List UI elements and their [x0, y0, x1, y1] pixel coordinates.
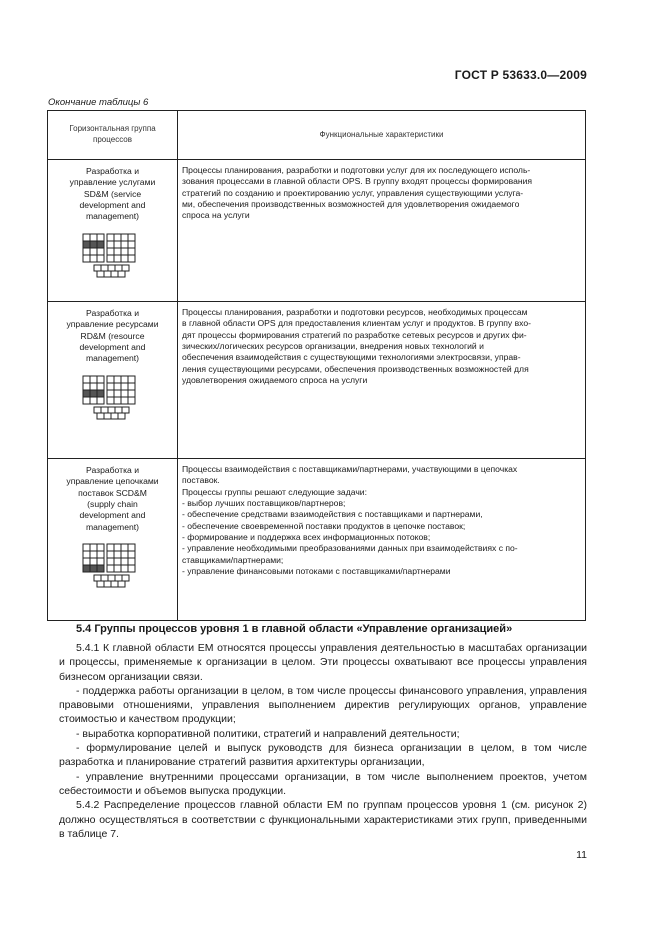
- paragraph: - управление внутренними процессами организации, в том числе выполнением проектов, учетом себестоимости и объемов выпуска продукции.: [59, 770, 587, 797]
- description-line: Процессы взаимодействия с поставщиками/партнерами, участвующими в цепочках: [182, 464, 518, 474]
- description-line: ми, обеспечения производственных возможностей для удовлетворения ожидаемого: [182, 199, 520, 210]
- paragraph: - выработка корпоративной политики, стратегий и направлений деятельности;: [76, 727, 460, 740]
- group-line: управление ресурсами: [66, 319, 159, 330]
- group-name: [52, 166, 173, 223]
- description-cell: [178, 459, 586, 621]
- section-body: [59, 641, 587, 841]
- description-line: - формирование и поддержка всех информационных потоков;: [182, 532, 431, 543]
- description-line: - обеспечение средствами взаимодействия с поставщиками и партнерами,: [182, 509, 483, 520]
- table-caption: Окончание таблицы 6: [48, 97, 149, 108]
- table-row: [48, 302, 586, 459]
- functional-table: [47, 110, 586, 621]
- group-line: Разработка и: [86, 465, 139, 475]
- description-line: дят процессы формирования стратегий по разработке сетевых ресурсов и других фи-: [182, 329, 527, 340]
- group-name: [52, 465, 173, 533]
- standard-header: ГОСТ Р 53633.0—2009: [454, 68, 587, 82]
- process-grid-diagram: [82, 543, 144, 589]
- description-line: ления существующими ресурсами, обеспечения производственных возможностей для: [182, 363, 529, 374]
- group-name: [52, 308, 173, 365]
- description-line: - управление необходимыми преобразованиями данных при взаимодействиях с по-: [182, 543, 518, 554]
- description-line: обеспечения взаимодействия с существующими технологиями электросвязи, управ-: [182, 352, 521, 363]
- group-line: управление цепочками: [66, 476, 159, 487]
- group-line: development and: [79, 510, 146, 521]
- description-cell: [178, 160, 586, 302]
- group-line: (supply chain: [87, 499, 138, 510]
- header-group-line-2: процессов: [93, 135, 132, 144]
- table-row: [48, 459, 586, 621]
- description-line: поставок.: [182, 475, 220, 486]
- group-line: development and: [79, 342, 146, 353]
- description-line: - управление финансовыми потоками с поставщиками/партнерами: [182, 566, 451, 577]
- description-cell: [178, 302, 586, 459]
- description-line: - обеспечение своевременной поставки продуктов в цепочке поставок;: [182, 520, 466, 531]
- group-line: RD&M (resource: [80, 330, 145, 341]
- group-line: Разработка и: [86, 166, 139, 176]
- description-line: удовлетворения ожидаемого спроса на услуги: [182, 375, 368, 386]
- process-grid-diagram: [82, 233, 144, 279]
- description-line: в главной области OPS для предоставления клиентам услуг и продуктов. В группу вхо-: [182, 318, 532, 329]
- header-characteristics-cell: Функциональные характеристики: [178, 111, 586, 160]
- group-cell-rdm: [48, 302, 178, 459]
- description-line: ставщиками/партнерами;: [182, 554, 284, 565]
- table-header-row: [48, 111, 586, 160]
- description-line: - выбор лучших поставщиков/партнеров;: [182, 498, 346, 509]
- description-line: Процессы группы решают следующие задачи:: [182, 486, 367, 497]
- page-number: 11: [576, 849, 587, 861]
- header-group-line-1: Горизонтальная группа: [69, 124, 156, 134]
- group-line: поставок SCD&M: [78, 487, 147, 498]
- description-line: Процессы планирования, разработки и подготовки услуг для их последующего исполь-: [182, 165, 531, 175]
- group-cell-sdm: [48, 160, 178, 302]
- group-line: SD&M (service: [83, 188, 142, 199]
- group-line: management): [85, 521, 140, 532]
- paragraph: - поддержка работы организации в целом, в том числе процессы финансового управления, управления правовыми отношениями, управления выполнением директив регулирующих органов, управление стоимостью и качеством продукции;: [59, 684, 587, 726]
- description-line: стратегий по созданию и проектированию услуг, управления существующими услуга-: [182, 187, 524, 198]
- process-grid-diagram: [82, 375, 144, 421]
- header-group-cell: [48, 111, 178, 160]
- group-line: Разработка и: [86, 308, 139, 318]
- section-heading: 5.4 Группы процессов уровня 1 в главной области «Управление организацией»: [76, 623, 513, 635]
- description-line: спроса на услуги: [182, 210, 250, 221]
- description-line: Процессы планирования, разработки и подготовки ресурсов, необходимых процессам: [182, 307, 528, 317]
- group-cell-scdm: [48, 459, 178, 621]
- paragraph: 5.4.1 К главной области ЕМ относятся процессы управления деятельностью в масштабах организации и процессы, применяемые к организации в целом. Эти процессы охватывают все процессы управления бизнесом организации связи.: [59, 642, 587, 683]
- description-line: зования процессами в главной области OPS. В группу входят процессы формирования: [182, 176, 533, 187]
- table-row: [48, 160, 586, 302]
- description-line: зических/логических ресурсов организации, внедрения новых технологий и: [182, 341, 484, 352]
- paragraph: - формулирование целей и выпуск руководств для бизнеса организации в целом, в том числе разработка и планирование стратегий развития архитектуры организации,: [59, 742, 587, 769]
- group-line: management): [85, 353, 140, 364]
- paragraph: 5.4.2 Распределение процессов главной области ЕМ по группам процессов уровня 1 (см. рисунок 2) должно осуществляться в соответствии с функциональными характеристиками этих групп, приведенными в таблице 7.: [59, 799, 587, 840]
- group-line: development and: [79, 200, 146, 211]
- group-line: управление услугами: [69, 177, 156, 188]
- group-line: management): [85, 211, 140, 222]
